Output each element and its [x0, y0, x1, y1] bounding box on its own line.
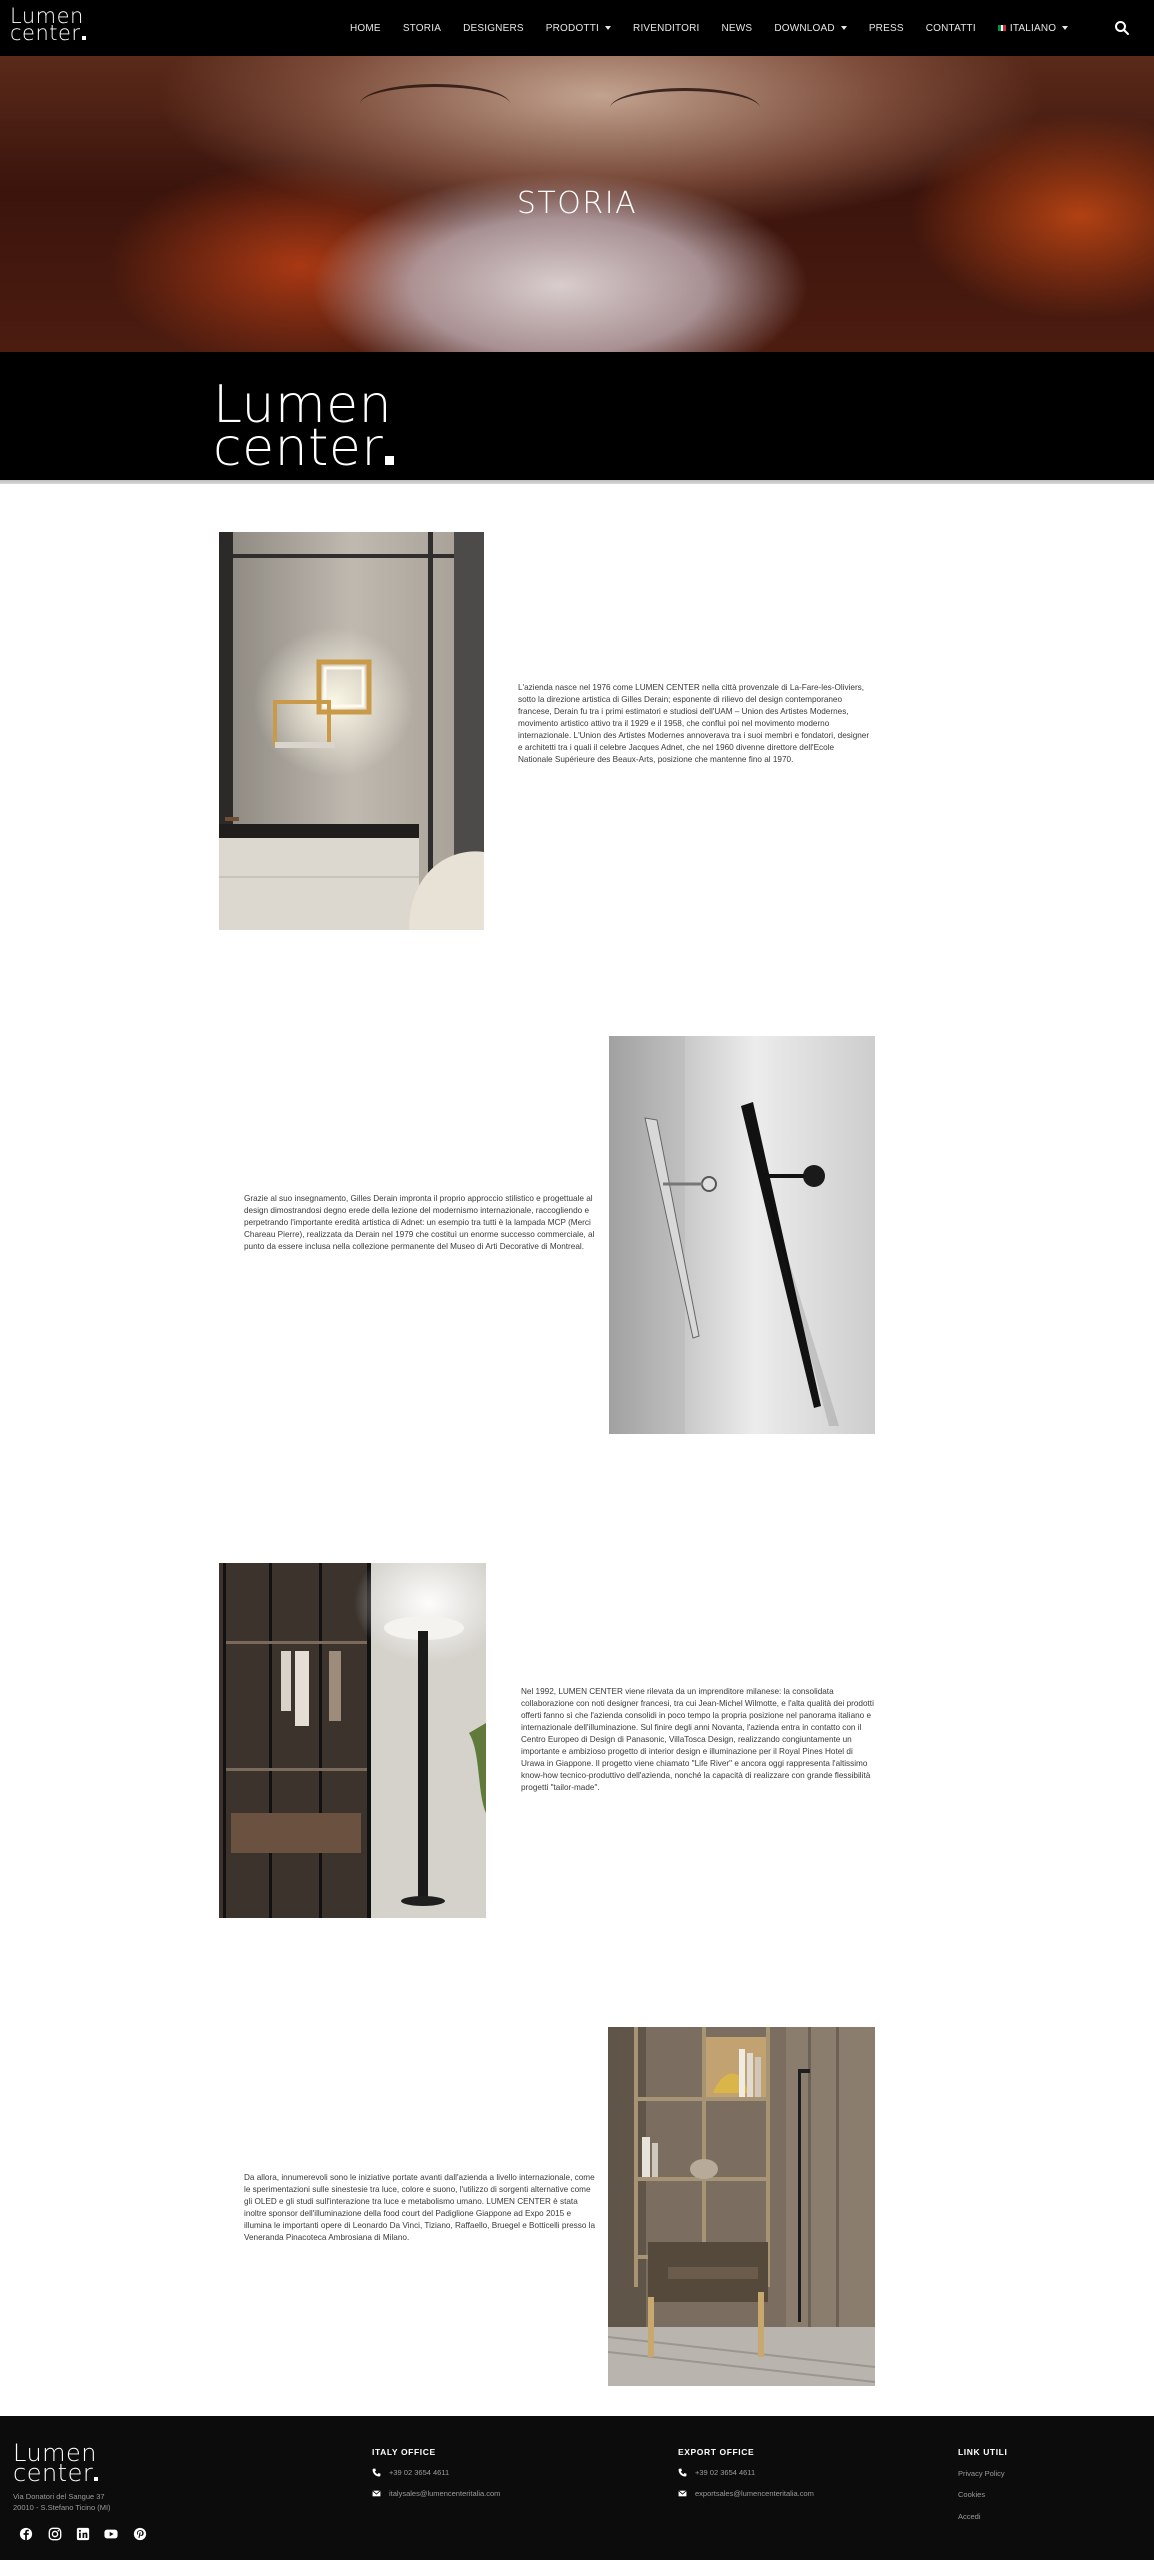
- history-text-4: Da allora, innumerevoli sono le iniziative portate avanti dall'azienda a livello internazionale, come le sperimentazioni sulle sinestesie tra luce, colore e suono, l'utilizzo di sorgenti alternative come gli OLED e gli studi sull'interazione tra luce e metabolismo umano. LUMEN CENTER è stata inoltre sponsor dell'illuminazione della food court del Padiglione Giappone ad Expo 2015 e illumina le importanti opere di Leonardo Da Vinci, Tiziano, Raffaello, Bruegel e Botticelli presso la Veneranda Pinacoteca Ambrosiana di Milano.: [244, 2173, 596, 2242]
- nav-press-label: PRESS: [868, 22, 904, 34]
- pinterest-icon[interactable]: [133, 2527, 147, 2541]
- nav-storia-label: STORIA: [402, 22, 442, 34]
- nav-prodotti[interactable]: [535, 23, 622, 34]
- nav-download-label: DOWNLOAD: [774, 22, 835, 34]
- brand-band-logo-word-1: Lumen: [213, 375, 393, 435]
- page-title: STORIA: [516, 186, 638, 221]
- footer-logo-word-2: center: [13, 2458, 94, 2487]
- hero-banner: [0, 56, 1154, 352]
- nav-designers-label: DESIGNERS: [463, 22, 524, 34]
- italy-email-label: italysales@lumencenteritalia.com: [389, 2489, 501, 2498]
- history-text-1: L'azienda nasce nel 1976 come LUMEN CENTER nella città provenzale di La-Fare-les-Oliviers, sotto la direzione artistica di Gilles Derain; esponente di rilievo del design contemporaneo francese, Derain fu tra i primi estimatori e studiosi dell'UAM – Union des Artistes Modernes, movimento artistico attivo tra il 1929 e il 1958, che confluì poi nel movimento moderno internazionale. L'Union des Artistes Modernes annoverava tra i suoi membri e fondatori, designer e architetti tra i quali il celebre Jacques Adnet, che nel 1960 divenne direttore dell'Ecole Nationale Supérieure des Beaux-Arts, posizione che mantenne fino al 1970.: [518, 683, 870, 764]
- hero-eye-left: [360, 84, 510, 124]
- nav-prodotti-label: PRODOTTI: [545, 22, 600, 34]
- useful-links-heading: LINK UTILI: [958, 2447, 1008, 2457]
- search-icon[interactable]: [1114, 20, 1130, 36]
- brand-band-logo-word-2: center: [213, 417, 384, 478]
- accedi-link[interactable]: Accedi: [958, 2512, 981, 2521]
- nav-rivenditori[interactable]: [622, 23, 710, 34]
- footer-address-line-1: Via Donatori del Sangue 37: [13, 2492, 105, 2501]
- nav-rivenditori-label: RIVENDITORI: [633, 22, 700, 34]
- footer: [0, 2416, 1154, 2560]
- brand-band-logo: [213, 375, 394, 478]
- phone-icon: [678, 2468, 687, 2477]
- main-menu: [339, 0, 1079, 56]
- hero-eye-right: [610, 88, 760, 128]
- nav-designers[interactable]: [452, 23, 535, 34]
- logo-word-2: center: [10, 21, 81, 46]
- chevron-down-icon: [841, 26, 847, 30]
- italy-phone[interactable]: [372, 2468, 449, 2477]
- footer-address-line-2: 20010 - S.Stefano Ticino (MI): [13, 2503, 111, 2512]
- history-photo-4: [608, 2027, 875, 2386]
- history-text-3: Nel 1992, LUMEN CENTER viene rilevata da un imprenditore milanese: la consolidata collaborazione con noti designer francesi, tra cui Jean-Michel Wilmotte, e l'alta qualità dei prodotti offerti fanno sì che l'azienda consolidi in poco tempo la propria posizione nel panorama italiano e internazionale dell'illuminazione. Sul finire degli anni Novanta, l'azienda entra in contatto con il Centro Europeo di Design di Panasonic, VillaTosca Design, realizzando congiuntamente un importante e ambizioso progetto di interior design e illuminazione per il Royal Pines Hotel di Urawa in Giappone. Il progetto viene chiamato "Life River" e ancora oggi rappresenta l'altissimo know-how tecnico-produttivo dell'azienda, nonché la capacità di realizzare con grande flessibilità progetti "tailor-made".: [521, 1687, 874, 1792]
- language-label: ITALIANO: [1009, 22, 1057, 34]
- youtube-icon[interactable]: [104, 2527, 118, 2541]
- instagram-icon[interactable]: [48, 2527, 62, 2541]
- nav-storia[interactable]: [392, 23, 452, 34]
- export-office-heading: EXPORT OFFICE: [678, 2447, 755, 2457]
- brand-band: [0, 352, 1154, 480]
- history-photo-3: [219, 1563, 486, 1918]
- header-logo[interactable]: [10, 4, 86, 46]
- export-phone-label: +39 02 3654 4611: [695, 2468, 756, 2477]
- linkedin-icon[interactable]: [76, 2527, 90, 2541]
- export-email[interactable]: [678, 2489, 814, 2498]
- history-text-2: Grazie al suo insegnamento, Gilles Derain impronta il proprio approccio stilistico e progettuale al design dimostrandosi degno erede della lezione del modernismo internazionale, raccogliendo e perpetrando l'importante eredità artistica di Adnet: un esempio tra tutti è la lampada MCP (Merci Chareau Pierre), realizzata da Derain nel 1979 che costituì un enorme successo commerciale, al punto da essere inclusa nella collezione permanente del Museo di Arti Decorative di Montreal.: [244, 1194, 595, 1251]
- nav-contatti[interactable]: [915, 23, 987, 34]
- envelope-icon: [372, 2489, 381, 2498]
- privacy-policy-link[interactable]: Privacy Policy: [958, 2469, 1005, 2478]
- footer-logo-word-1: Lumen: [13, 2439, 98, 2467]
- nav-news[interactable]: [711, 23, 764, 34]
- nav-home-label: HOME: [350, 22, 381, 34]
- phone-icon: [372, 2468, 381, 2477]
- italy-email[interactable]: [372, 2489, 500, 2498]
- envelope-icon: [678, 2489, 687, 2498]
- nav-press[interactable]: [858, 23, 915, 34]
- nav-contatti-label: CONTATTI: [925, 22, 976, 34]
- italy-office-heading: ITALY OFFICE: [372, 2447, 436, 2457]
- nav-download[interactable]: [763, 23, 858, 34]
- nav-news-label: NEWS: [721, 22, 753, 34]
- history-photo-2: [609, 1036, 875, 1434]
- footer-logo[interactable]: [13, 2439, 98, 2487]
- nav-home[interactable]: [339, 23, 392, 34]
- top-navbar: [0, 0, 1154, 56]
- divider: [0, 480, 1154, 484]
- facebook-icon[interactable]: [19, 2527, 33, 2541]
- chevron-down-icon: [1062, 26, 1068, 30]
- logo-word-1: Lumen: [10, 4, 84, 28]
- export-email-label: exportsales@lumencenteritalia.com: [695, 2489, 814, 2498]
- export-phone[interactable]: [678, 2468, 755, 2477]
- cookies-link[interactable]: Cookies: [958, 2490, 986, 2499]
- history-photo-1: [219, 532, 484, 930]
- chevron-down-icon: [605, 26, 611, 30]
- italy-phone-label: +39 02 3654 4611: [389, 2468, 450, 2477]
- italy-flag-icon: [998, 25, 1006, 31]
- language-selector[interactable]: [987, 23, 1079, 34]
